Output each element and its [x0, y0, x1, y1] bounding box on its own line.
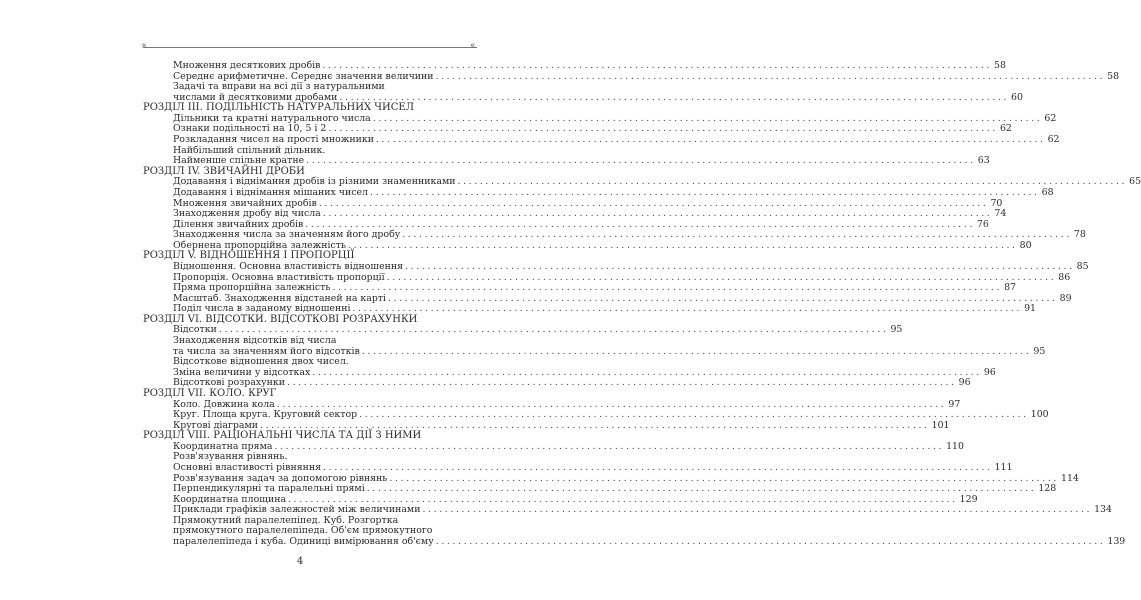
dot-leader: ........................................................................................................................ — [435, 536, 1106, 548]
dot-leader: ........................................................................................................................ — [328, 123, 998, 135]
toc-page-number: 96 — [958, 377, 971, 389]
toc-entry-title: паралелепіпеда і куба. Одиниці вимірювання об'єму — [173, 536, 434, 548]
toc-entry-title: Додавання і віднімання дробів із різними знаменниками — [173, 176, 456, 188]
dot-leader: ........................................................................................................................ — [435, 70, 1106, 82]
toc-entry-title: та числа за значенням його відсотків — [173, 345, 360, 357]
toc-entry-title: Найменше спільне кратне — [173, 155, 305, 167]
toc-entry-title: Знаходження числа за значенням його дробу — [173, 229, 401, 241]
toc-entry-title: Розв'язування рівнянь. — [173, 451, 288, 463]
toc-page-number: 129 — [959, 493, 978, 505]
toc-entry-title: числами й десятковими дробами — [173, 91, 338, 103]
toc-page-number: 63 — [977, 155, 990, 167]
dot-leader: ........................................................................................................................ — [375, 134, 1046, 146]
toc-entry-title: Зміна величини у відсотках — [173, 366, 311, 378]
header-left-mark: » — [141, 41, 147, 51]
dot-leader: ........................................................................................................................ — [366, 483, 1037, 495]
dot-leader: ........................................................................................................................ — [372, 112, 1043, 124]
toc-entry-title: РОЗДІЛ IV. ЗВИЧАЙНІ ДРОБИ — [143, 165, 305, 177]
toc-entry-title: Приклади графіків залежностей між величинами — [173, 504, 421, 516]
dot-leader: ........................................................................................................................ — [332, 282, 1003, 294]
toc-entry — [143, 186, 1054, 199]
toc-page-number: 96 — [983, 366, 996, 378]
toc-entry-title: Множення десяткових дробів — [173, 60, 321, 71]
toc-entry — [143, 536, 1126, 548]
toc-entry — [143, 260, 1089, 273]
toc-page-number: 62 — [1047, 134, 1060, 146]
dot-leader: ........................................................................................................................ — [386, 271, 1057, 283]
toc-page-number: 134 — [1094, 504, 1112, 516]
toc-entry-title: РОЗДІЛ V. ВІДНОШЕННЯ І ПРОПОРЦІЇ — [143, 250, 355, 262]
toc-entry — [143, 461, 1013, 474]
toc-entry-title: РОЗДІЛ VIII. РАЦІОНАЛЬНІ ЧИСЛА ТА ДІЇ З НИМИ — [143, 430, 422, 442]
toc-page-number: 89 — [1059, 292, 1072, 304]
dot-leader: ........................................................................................................................ — [318, 197, 989, 209]
toc-entry-title: Пряма пропорційна залежність — [173, 282, 331, 294]
toc-page-number: 95 — [890, 324, 903, 336]
dot-leader: ........................................................................................................................ — [305, 218, 975, 230]
dot-leader: ........................................................................................................................ — [352, 303, 1023, 315]
toc-entry-title: Ділення звичайних дробів — [173, 218, 304, 230]
toc-entry-title: Основні властивості рівняння — [173, 461, 322, 473]
toc-page-number: 100 — [1030, 409, 1049, 421]
dot-leader: ........................................................................................................................ — [422, 504, 1093, 516]
toc-entry-title: Задачі та вправи на всі дії з натуральними — [173, 81, 385, 93]
toc-page-number: 111 — [994, 461, 1013, 473]
toc-entry-title: Розкладання чисел на прості множники — [173, 134, 374, 146]
dot-leader: ........................................................................................................................ — [359, 409, 1029, 421]
toc-entry-title: Відношення. Основна властивість відношення — [173, 260, 404, 272]
toc-page-number: 97 — [948, 398, 961, 410]
toc-entry-title: Координатна пряма — [173, 440, 273, 452]
toc-section-heading — [143, 389, 477, 400]
toc-entry-title: прямокутного паралелепіпеда. Об'єм прямокутного — [173, 525, 433, 537]
toc-page-number: 139 — [1107, 536, 1126, 548]
dot-leader: ........................................................................................................................ — [405, 260, 1075, 272]
dot-leader: ........................................................................................................................ — [370, 186, 1040, 198]
toc-entry-title: Відсотки — [173, 324, 217, 336]
dot-leader: ........................................................................................................................ — [260, 419, 930, 431]
dot-leader: ........................................................................................................................ — [457, 176, 1128, 188]
dot-leader: ........................................................................................................................ — [218, 324, 889, 336]
toc-page-number: 76 — [976, 218, 989, 230]
dot-leader: ........................................................................................................................ — [361, 345, 1032, 357]
toc-entry-title: Середнє арифметичне. Середнє значення величини — [173, 70, 434, 82]
toc-entry-title: Знаходження дробу від числа — [173, 208, 321, 220]
dot-leader: ........................................................................................................................ — [288, 493, 958, 505]
dot-leader: ........................................................................................................................ — [276, 398, 947, 410]
dot-leader: ........................................................................................................................ — [348, 239, 1018, 251]
toc-entry-title: Кругові діаграми — [173, 419, 258, 431]
toc-entry-title: Перпендикулярні та паралельні прямі — [173, 483, 365, 495]
toc-page-number: 110 — [946, 440, 964, 452]
toc-page-number: 86 — [1058, 271, 1071, 283]
toc-page-number: 62 — [1044, 112, 1057, 124]
dot-leader: ........................................................................................................................ — [339, 91, 1010, 103]
dot-leader: ........................................................................................................................ — [323, 461, 993, 473]
toc-entry — [143, 60, 1006, 72]
toc-page-number: 60 — [1011, 91, 1023, 103]
toc-page-number: 58 — [993, 60, 1006, 71]
toc-page-number: 114 — [1061, 472, 1079, 484]
toc-entry-title: Відсоткові розрахунки — [173, 377, 286, 389]
dot-leader: ........................................................................................................................ — [402, 229, 1072, 241]
toc-entry-title: Коло. Довжина кола — [173, 398, 275, 410]
toc-page-number: 128 — [1038, 483, 1057, 495]
dot-leader: ........................................................................................................................ — [322, 60, 992, 71]
toc-entry-title: Розв'язування задач за допомогою рівнянь — [173, 472, 388, 484]
toc-page-number: 87 — [1004, 282, 1016, 294]
toc-page-number: 80 — [1019, 239, 1032, 251]
toc-entry-title: Прямокутний паралелепіпед. Куб. Розгортка — [173, 514, 399, 526]
toc-page-number: 65 — [1129, 176, 1141, 188]
toc-entry-title: Масштаб. Знаходження відстаней на карті — [173, 292, 387, 304]
toc-page-number: 62 — [999, 123, 1012, 135]
toc-page-number: 85 — [1076, 260, 1089, 272]
dot-leader: ........................................................................................................................ — [322, 208, 993, 220]
dot-leader: ........................................................................................................................ — [274, 440, 945, 452]
toc-entry-title: РОЗДІЛ III. ПОДІЛЬНІСТЬ НАТУРАЛЬНИХ ЧИСЕЛ — [143, 102, 415, 114]
toc-entry-title: Додавання і віднімання мішаних чисел — [173, 186, 368, 198]
page-number: 4 — [296, 556, 304, 567]
toc-entry-title: РОЗДІЛ VII. КОЛО. КРУГ — [143, 387, 277, 399]
dot-leader: ........................................................................................................................ — [306, 155, 976, 167]
toc-page-number: 58 — [1107, 70, 1120, 82]
toc-entry-title: РОЗДІЛ VI. ВІДСОТКИ. ВІДСОТКОВІ РОЗРАХУНКИ — [143, 313, 418, 325]
toc-entry-title: Найбільший спільний дільник. — [173, 144, 326, 156]
toc-page-number: 91 — [1024, 303, 1036, 315]
toc-entry-title: Обернена пропорційна залежність — [173, 239, 346, 251]
toc-entry-title: Поділ числа в заданому відношенні — [173, 303, 351, 315]
toc-entry-title: Ознаки подільності на 10, 5 і 2 — [173, 123, 327, 135]
toc-entry-title: Знаходження відсотків від числа — [173, 335, 337, 347]
header-right-mark: « — [470, 41, 476, 51]
toc-entry-title: Множення звичайних дробів — [173, 197, 317, 209]
toc-page-number: 74 — [994, 208, 1007, 220]
toc-entry-title: Координатна площина — [173, 493, 287, 505]
toc-entry-title: Відсоткове відношення двох чисел. — [173, 356, 349, 368]
dot-leader: ........................................................................................................................ — [388, 292, 1058, 304]
toc-page-number: 95 — [1033, 345, 1046, 357]
dot-leader: ........................................................................................................................ — [312, 366, 982, 378]
toc-entry-title: Пропорція. Основна властивість пропорції — [173, 271, 385, 283]
header-rule — [143, 47, 477, 48]
dot-leader: ........................................................................................................................ — [287, 377, 957, 389]
dot-leader: ........................................................................................................................ — [389, 472, 1059, 484]
toc-page-number: 70 — [990, 197, 1003, 209]
toc-entry-title: Круг. Площа круга. Круговий сектор — [173, 409, 358, 421]
toc-page-number: 101 — [931, 419, 950, 431]
toc-page-number: 68 — [1041, 186, 1054, 198]
toc-page-number: 78 — [1073, 229, 1086, 241]
toc-entry-title: Дільники та кратні натурального числа — [173, 112, 371, 124]
table-of-contents — [143, 60, 1141, 548]
